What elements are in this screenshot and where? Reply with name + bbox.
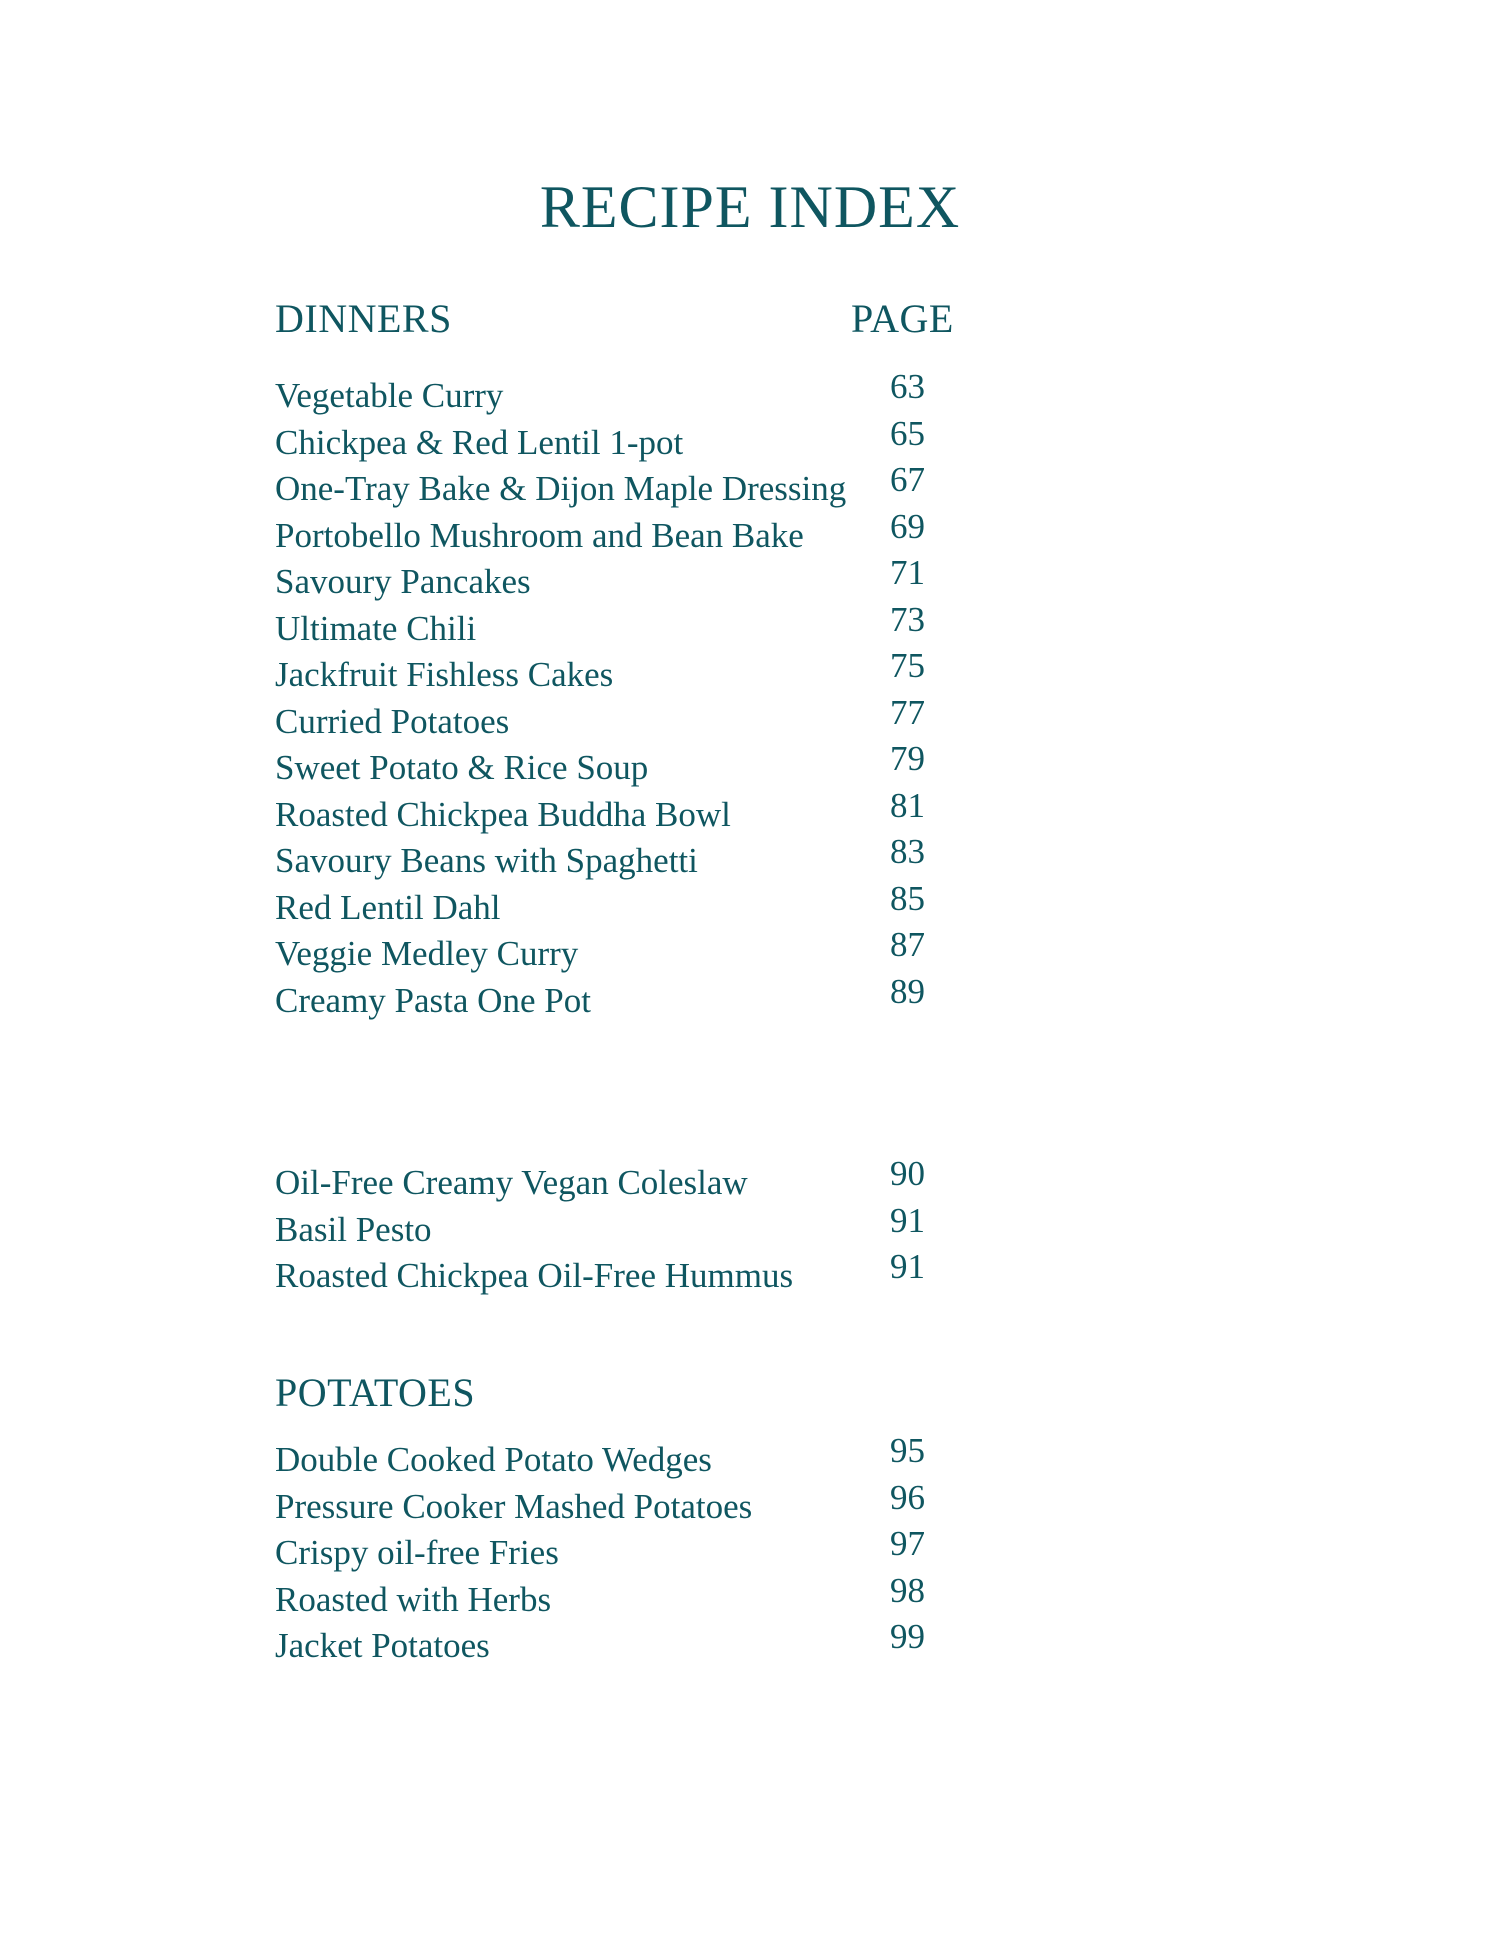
recipe-page-number: 79 — [890, 739, 925, 778]
recipe-name: Ultimate Chili — [275, 608, 477, 648]
recipe-entry — [275, 506, 925, 560]
recipe-entry — [275, 692, 925, 746]
dinners-heading: DINNERS — [275, 296, 452, 341]
recipe-name: Basil Pesto — [275, 1209, 432, 1249]
recipe-page-number: 71 — [890, 553, 925, 592]
recipe-page-number: 91 — [890, 1247, 925, 1286]
recipe-entry — [275, 1477, 925, 1531]
recipe-entry — [275, 878, 925, 932]
extras-list — [275, 1154, 955, 1300]
recipe-entry — [275, 367, 925, 420]
recipe-name: Creamy Pasta One Pot — [275, 980, 591, 1020]
recipe-page-number: 91 — [890, 1200, 925, 1240]
recipe-name: Red Lentil Dahl — [275, 887, 501, 927]
recipe-entry — [275, 1524, 925, 1577]
recipe-entry — [275, 1570, 925, 1624]
recipe-name: Jackfruit Fishless Cakes — [275, 655, 614, 694]
recipe-name: Sweet Potato & Rice Soup — [275, 748, 649, 787]
recipe-page-number: 77 — [890, 692, 925, 732]
recipe-page-number: 99 — [890, 1617, 925, 1656]
recipe-page-number: 63 — [890, 367, 925, 406]
recipe-entry — [275, 925, 925, 978]
recipe-page-number: 85 — [890, 878, 925, 918]
recipe-entry — [275, 739, 925, 792]
recipe-page-number: 75 — [890, 646, 925, 685]
recipe-page-number: 95 — [890, 1431, 925, 1470]
dinners-list — [275, 367, 955, 1024]
potatoes-list — [275, 1431, 955, 1670]
recipe-entry — [275, 785, 925, 839]
recipe-name: Crispy oil-free Fries — [275, 1533, 559, 1572]
recipe-page-number: 97 — [890, 1524, 925, 1563]
recipe-name: Oil-Free Creamy Vegan Coleslaw — [275, 1163, 748, 1202]
recipe-name: One-Tray Bake & Dijon Maple Dressing — [275, 469, 847, 508]
recipe-entry — [275, 1431, 925, 1484]
recipe-page-number: 67 — [890, 460, 925, 499]
recipe-entry — [275, 553, 925, 606]
recipe-name: Roasted Chickpea Buddha Bowl — [275, 794, 731, 834]
recipe-entry — [275, 832, 925, 885]
recipe-entry — [275, 971, 925, 1025]
recipe-name: Roasted with Herbs — [275, 1579, 552, 1619]
recipe-entry — [275, 460, 925, 513]
potatoes-heading: POTATOES — [275, 1370, 476, 1415]
recipe-name: Vegetable Curry — [275, 376, 504, 415]
recipe-entry — [275, 413, 925, 467]
recipe-name: Portobello Mushroom and Bean Bake — [275, 515, 804, 555]
recipe-name: Jacket Potatoes — [275, 1626, 490, 1665]
recipe-page-number: 83 — [890, 832, 925, 871]
recipe-page-number: 89 — [890, 971, 925, 1011]
recipe-page-number: 98 — [890, 1570, 925, 1610]
recipe-page-number: 87 — [890, 925, 925, 964]
recipe-entry — [275, 1200, 925, 1254]
recipe-page-number: 69 — [890, 506, 925, 546]
recipe-name: Double Cooked Potato Wedges — [275, 1440, 712, 1479]
recipe-page-number: 90 — [890, 1154, 925, 1193]
recipe-page-number: 96 — [890, 1477, 925, 1517]
recipe-page-number: 65 — [890, 413, 925, 453]
recipe-page-number: 73 — [890, 599, 925, 639]
recipe-entry — [275, 1247, 925, 1300]
recipe-name: Curried Potatoes — [275, 701, 510, 741]
recipe-name: Chickpea & Red Lentil 1-pot — [275, 422, 684, 462]
recipe-entry — [275, 1154, 925, 1207]
recipe-name: Veggie Medley Curry — [275, 934, 579, 973]
recipe-name: Roasted Chickpea Oil-Free Hummus — [275, 1256, 794, 1295]
recipe-name: Pressure Cooker Mashed Potatoes — [275, 1486, 753, 1526]
recipe-entry — [275, 599, 925, 653]
recipe-page-number: 81 — [890, 785, 925, 825]
page-column-heading: PAGE — [851, 296, 954, 341]
recipe-name: Savoury Pancakes — [275, 562, 531, 601]
recipe-entry — [275, 646, 925, 699]
recipe-name: Savoury Beans with Spaghetti — [275, 841, 698, 880]
recipe-entry — [275, 1617, 925, 1670]
page-title: RECIPE INDEX — [539, 174, 961, 240]
